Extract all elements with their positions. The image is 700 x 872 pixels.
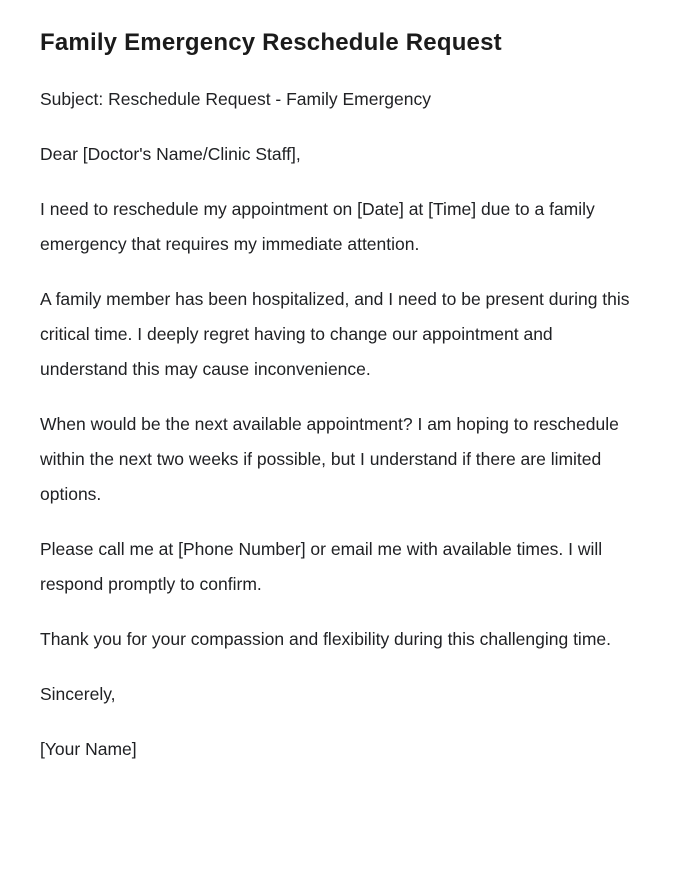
subject-line: Subject: Reschedule Request - Family Emergency <box>40 89 432 109</box>
body-paragraph-2: A family member has been hospitalized, and I need to be present during this critical time. I deeply regret having to change our appointment and understand this may cause inconvenience. <box>40 289 630 379</box>
salutation: Dear [Doctor's Name/Clinic Staff], <box>40 144 301 164</box>
signature-placeholder: [Your Name] <box>40 739 137 759</box>
closing-line: Sincerely, <box>40 684 116 704</box>
body-paragraph-1: I need to reschedule my appointment on [Date] at [Time] due to a family emergency that requires my immediate attention. <box>40 199 595 254</box>
page-title: Family Emergency Reschedule Request <box>40 29 502 56</box>
body-paragraph-5: Thank you for your compassion and flexibility during this challenging time. <box>40 629 611 649</box>
body-paragraph-3: When would be the next available appointment? I am hoping to reschedule within the next two weeks if possible, but I understand if there are limited options. <box>40 414 619 504</box>
body-paragraph-4: Please call me at [Phone Number] or email me with available times. I will respond promptly to confirm. <box>40 539 603 594</box>
